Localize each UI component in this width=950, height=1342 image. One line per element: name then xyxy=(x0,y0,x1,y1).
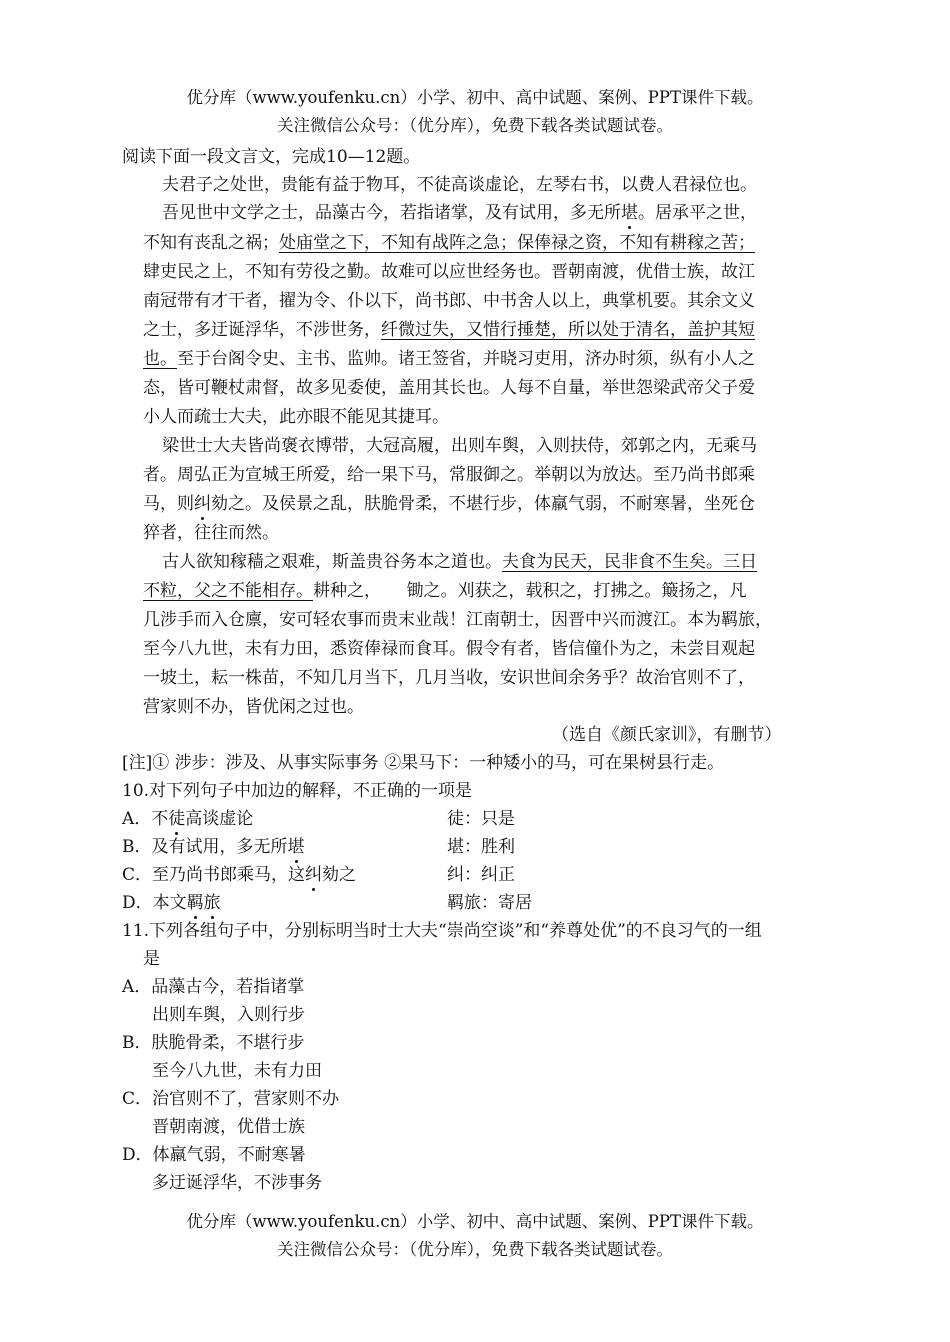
passage-p4-line3: 几涉手而入仓廪，安可轻农事而贵末业哉！江南朝士，因晋中兴而渡江。本为羁旅， xyxy=(143,610,772,630)
q10-option-b-explanation: 堪：胜利 xyxy=(447,837,515,857)
q11-option-d-line2: 多迂诞浮华，不涉事务 xyxy=(152,1173,322,1193)
text: 至于台阁令史、主书、监帅。诸王签省，并晓习吏用，济办时须，纵有小人之 xyxy=(177,349,755,369)
q10-option-d xyxy=(122,890,221,916)
emphasis-char: 纠 xyxy=(194,491,211,517)
header-line-1: 优分库（www.youfenku.cn）小学、初中、高中试题、案例、PPT课件下载。 xyxy=(186,88,764,107)
emphasis-char: 徒 xyxy=(168,806,185,832)
passage-p2-line8: 小人而疏士大夫，此亦眼不能见其捷耳。 xyxy=(143,407,449,427)
text: 马，则 xyxy=(143,494,194,514)
q11-option-a-line1: A．品藻古今，若指诸掌 xyxy=(122,977,305,997)
q11-option-c-line1: C．治官则不了，营家则不办 xyxy=(122,1089,340,1109)
question-11-stem: 11.下列各组句子中，分别标明当时士大夫“崇尚空谈”和“养尊处优”的不良习气的一组 xyxy=(122,921,762,941)
text: A．不 xyxy=(122,809,169,829)
underlined-sentence: 纤微过失，又惜行捶楚，所以处于清名，盖护其短 xyxy=(381,320,755,340)
passage-p3-line2: 者。周弘正为宣城王所爱，给一果下马，常服御之。举朝以为放达。至乃尚书郎乘 xyxy=(143,465,755,485)
underlined-sentence: 不粒，父之不能相存。 xyxy=(143,581,313,601)
q10-option-b xyxy=(122,834,305,860)
text: 古人欲知稼穑之艰难，斯盖贵谷务本之道也。 xyxy=(162,552,502,572)
emphasis-char: 羁 xyxy=(187,890,204,916)
text: 之士，多迂诞浮华，不涉世务， xyxy=(143,320,381,340)
passage-p1: 夫君子之处世，贵能有益于物耳，不徒高谈虚论，左琴右书，以费人君禄位也。 xyxy=(162,175,757,195)
passage-p3-line3 xyxy=(143,491,755,517)
underlined-sentence: 夫食为民天，民非食不生矣。三日 xyxy=(502,552,757,572)
q11-option-b-line1: B．肤脆骨柔，不堪行步 xyxy=(122,1033,305,1053)
passage-p3-line1: 梁世士大夫皆尚褒衣博带，大冠高履，出则车舆，入则扶侍，郊郭之内，无乘马 xyxy=(162,436,757,456)
header-line-2: 关注微信公众号：（优分库），免费下载各类试题试卷。 xyxy=(277,116,673,135)
passage-p2-line4: 南冠带有才干者，擢为令、仆以下，尚书郎、中书舍人以上，典掌机要。其余文义 xyxy=(143,291,755,311)
passage-p4-line2 xyxy=(143,578,747,604)
q11-option-d-line1: D．体羸气弱，不耐寒暑 xyxy=(122,1145,306,1165)
passage-p2-line6 xyxy=(143,346,755,372)
passage-p2-line3: 肆吏民之上，不知有劳役之勤。故难可以应世经务也。晋朝南渡，优借士族，故江 xyxy=(143,262,755,282)
passage-p4-line6: 营家则不办，皆优闲之过也。 xyxy=(143,697,364,717)
q10-option-a xyxy=(122,806,253,832)
emphasis-char: 纠 xyxy=(305,862,322,888)
q11-option-a-line2: 出则车舆，入则行步 xyxy=(152,1005,305,1025)
footer-line-2: 关注微信公众号：（优分库），免费下载各类试题试卷。 xyxy=(277,1240,673,1259)
text: 不知有丧乱之祸； xyxy=(143,233,279,253)
underlined-sentence: 也。 xyxy=(143,349,177,369)
question-10-stem: 10.对下列句子中加边的解释，不正确的一项是 xyxy=(122,781,473,801)
emphasis-char: 旅 xyxy=(204,890,221,916)
text: D．本文 xyxy=(122,893,187,913)
passage-p2-line7: 态，皆可鞭杖肃督，故多见委使，盖用其长也。人每不自量，举世怨梁武帝父子爱 xyxy=(143,378,755,398)
q11-option-b-line2: 至今八九世，未有力田 xyxy=(152,1061,322,1081)
text: 高谈虚论 xyxy=(185,809,254,829)
q10-option-c xyxy=(122,862,356,888)
reading-intro: 阅读下面一段文言文，完成10—12题。 xyxy=(122,147,421,167)
passage-p2-line1 xyxy=(162,200,757,226)
q11-option-c-line2: 晋朝南渡，优借士族 xyxy=(152,1117,305,1137)
question-11-stem-cont: 是 xyxy=(143,949,160,969)
passage-p4-line4: 至今八九世，未有力田，悉资俸禄而食耳。假令有者，皆信僮仆为之，未尝目观起 xyxy=(143,639,755,659)
text: 吾见世中文学之士，品藻古今，若指诸掌，及有试用，多无所 xyxy=(162,203,621,223)
passage-source: （选自《颜氏家训》，有删节） xyxy=(552,725,782,745)
passage-p4-line5: 一坡土，耘一株苗，不知几月当下，几月当收，安识世间余务乎？故治官则不了， xyxy=(143,668,755,688)
q10-option-c-explanation: 纠：纠正 xyxy=(447,865,515,885)
passage-p2-line5 xyxy=(143,317,755,343)
passage-p2-line2 xyxy=(143,230,755,256)
footnote: [注]① 涉步：涉及、从事实际事务 ②果马下：一种矮小的马，可在果树县行走。 xyxy=(122,753,725,773)
text: 。居承平之世， xyxy=(638,203,757,223)
footer-line-1: 优分库（www.youfenku.cn）小学、初中、高中试题、案例、PPT课件下载。 xyxy=(186,1212,764,1231)
passage-p4-line1 xyxy=(162,549,757,575)
emphasis-char: 堪 xyxy=(288,834,305,860)
q10-option-a-explanation: 徒：只是 xyxy=(447,809,515,829)
passage-p3-line4: 猝者，往往而然。 xyxy=(143,523,279,543)
text: 劾之。及侯景之乱，肤脆骨柔，不堪行步，体羸气弱，不耐寒暑，坐死仓 xyxy=(211,494,755,514)
underlined-sentence: 处庙堂之下，不知有战阵之急；保俸禄之资，不知有耕稼之苦； xyxy=(279,233,755,253)
q10-option-d-explanation: 羁旅：寄居 xyxy=(447,893,532,913)
emphasis-char: 堪 xyxy=(621,200,638,226)
text: 耕种之， 锄之。刈获之，载积之，打拂之。簸扬之，凡 xyxy=(313,581,747,601)
text: 劾之 xyxy=(322,865,357,885)
text: C．至乃尚书郎乘马，这 xyxy=(122,865,306,885)
text: B．及有试用，多无所 xyxy=(122,837,288,857)
